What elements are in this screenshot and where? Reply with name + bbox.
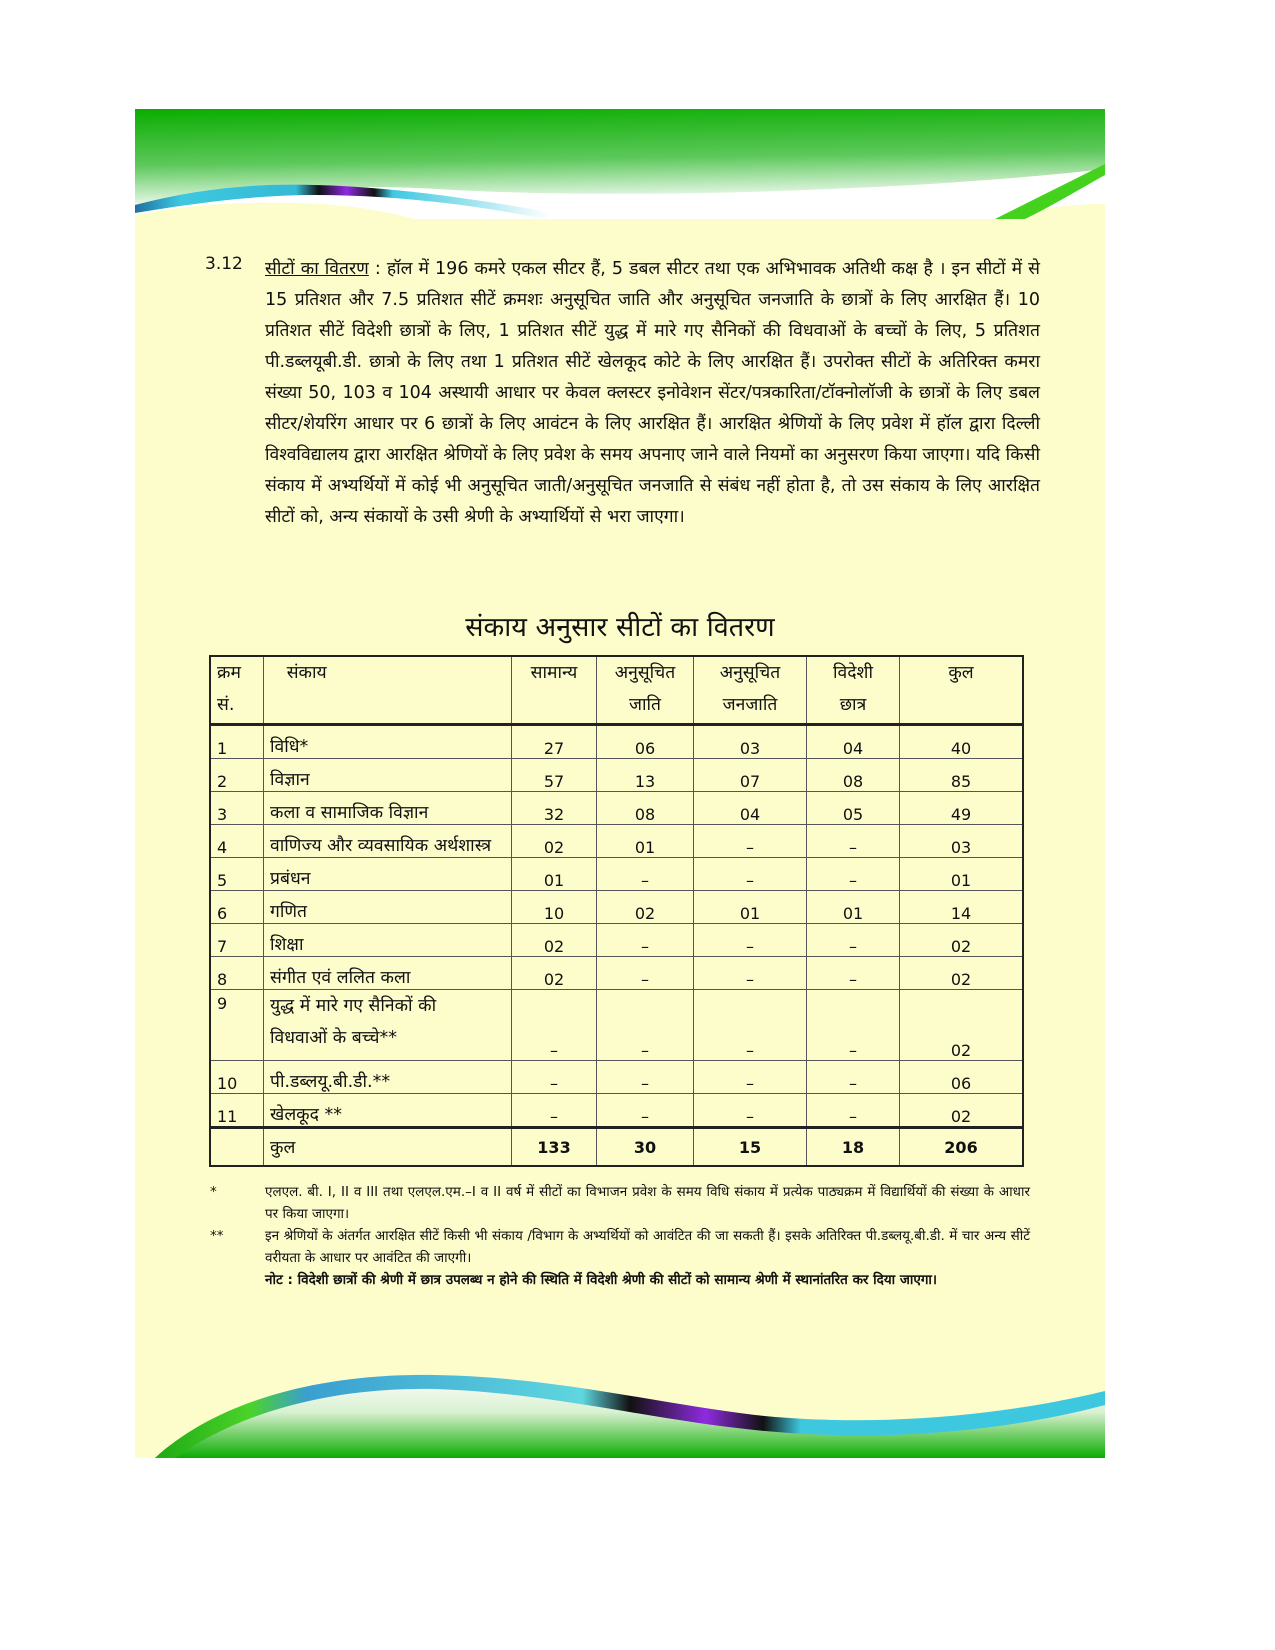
decorative-footer-wave [135,1343,1105,1458]
decorative-header-wave [135,109,1105,219]
table-row: 4 वाणिज्य और व्यवसायिक अर्थशास्त्र 02 01 – – 03 [210,825,1023,858]
table-row: 8 संगीत एवं ललित कला 02 – – – 02 [210,957,1023,990]
table-title: संकाय अनुसार सीटों का वितरण [465,612,775,643]
document-page [135,109,1105,1458]
section-paragraph [265,254,1040,533]
header-general: सामान्य [512,656,597,725]
faculty-seat-table [209,655,1024,1167]
section-3-12 [205,254,1040,533]
header-st: अनुसूचित जनजाति [694,656,807,725]
note-foreign-seats: नोट : विदेशी छात्रों की श्रेणी में छात्र उपलब्ध न होने की स्थिति में विदेशी श्रेणी की सीटों को सामान्य श्रेणी में स्थानांतरित कर दिया जाएगा। [265,1272,938,1288]
table-row: 2 विज्ञान 57 13 07 08 85 [210,759,1023,792]
table-row: 3 कला व सामाजिक विज्ञान 32 08 04 05 49 [210,792,1023,825]
table-total-row: कुल 133 30 15 18 206 [210,1128,1023,1167]
table-row: 6 गणित 10 02 01 01 14 [210,891,1023,924]
table-row: 1 विधि* 27 06 03 04 40 [210,725,1023,759]
header-foreign: विदेशी छात्र [807,656,900,725]
table-row: 9 युद्ध में मारे गए सैनिकों की विधवाओं के बच्चे** – – – – 02 [210,990,1023,1061]
header-sc: अनुसूचित जाति [597,656,694,725]
header-total: कुल [900,656,1024,725]
table-row: 10 पी.डब्लयू.बी.डी.** – – – – 06 [210,1061,1023,1094]
section-heading: सीटों का वितरण [265,259,369,279]
table-header-row [210,656,1023,725]
section-number: 3.12 [205,254,243,274]
footnote-double-star: ** इन श्रेणियों के अंतर्गत आरक्षित सीटें किसी भी संकाय /विभाग के अभ्यर्थियों को आवंटित की जा सकती हैं। इसके अतिरिक्त पी.डब्लयू.बी.डी. में चार अन्य सीटें वरीयता के आधार पर आवंटित की जाएगी। [210,1228,1030,1266]
table-row: 7 शिक्षा 02 – – – 02 [210,924,1023,957]
table-row: 11 खेलकूद ** – – – – 02 [210,1094,1023,1128]
table-row: 5 प्रबंधन 01 – – – 01 [210,858,1023,891]
header-faculty: संकाय [264,656,512,725]
footnotes [210,1181,1030,1291]
header-serial: क्रम सं. [210,656,264,725]
footnote-single-star: * एलएल. बी. I, II व III तथा एलएल.एम.–I व II वर्ष में सीटों का विभाजन प्रवेश के समय विधि संकाय में प्रत्येक पाठ्यक्रम में विद्यार्थियों की संख्या के आधार पर किया जाएगा। [210,1184,1030,1222]
section-text: : हॉल में 196 कमरे एकल सीटर हैं, 5 डबल सीटर तथा एक अभिभावक अतिथी कक्ष है । इन सीटों में से 15 प्रतिशत और 7.5 प्रतिशत सीटें क्रमशः अनुसूचित जाति और अनुसूचित जनजाति के छात्रों के लिए आरक्षित हैं। 10 प्रतिशत सीटें विदेशी छात्रों के लिए, 1 प्रतिशत सीटें युद्ध में मारे गए सैनिकों की विधवाओं के बच्चों के लिए, 5 प्रतिशत पी.डब्लयूबी.डी. छात्रो के लिए तथा 1 प्रतिशत सीटें खेलकूद कोटे के लिए आरक्षित हैं। उपरोक्त सीटों के अतिरिक्त कमरा संख्या 50, 103 व 104 अस्थायी आधार पर केवल क्लस्टर इनोवेशन सेंटर/पत्रकारिता/टॉक्नोलॉजी के छात्रों के लिए डबल सीटर/शेयरिंग आधार पर 6 छात्रों के लिए आवंटन के लिए आरक्षित हैं। आरक्षित श्रेणियों के लिए प्रवेश में हॉल द्वारा दिल्ली विश्वविद्यालय द्वारा आरक्षित श्रेणियों के लिए प्रवेश के समय अपनाए जाने वाले नियमों का अनुसरण किया जाएगा। यदि किसी संकाय में अभ्यर्थियों में कोई भी अनुसूचित जाती/अनुसूचित जनजाति से संबंध नहीं होता है, तो उस संकाय के लिए आरक्षित सीटों को, अन्य संकायों के उसी श्रेणी के अभ्यार्थियों से भरा जाएगा। [265,259,1040,527]
